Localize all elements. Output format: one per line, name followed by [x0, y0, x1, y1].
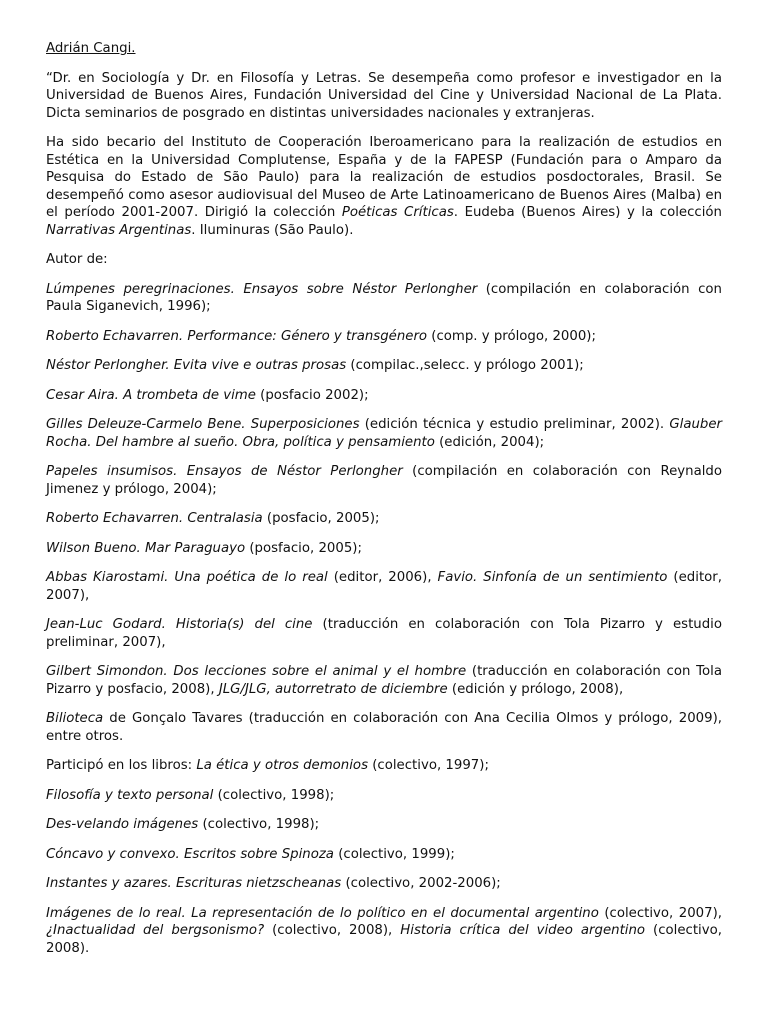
- work-entry: Roberto Echavarren. Performance: Género y transgénero (comp. y prólogo, 2000);: [46, 328, 596, 344]
- work-entry: Cesar Aira. A trombeta de vime (posfacio 2002);: [46, 387, 369, 403]
- bio-paragraph-1: “Dr. en Sociología y Dr. en Filosofía y Letras. Se desempeña como profesor e investigador en la Universidad de Buenos Aires, Fundación Universidad del Cine y Universidad Nacional de La Plata. Dicta seminarios de posgrado en distintas universidades nacionales y extranjeras.: [46, 70, 722, 121]
- colectivo-entry: Imágenes de lo real. La representación de lo político en el documental argentino (colectivo, 2007), ¿Inactualidad del bergsonismo? (colectivo, 2008), Historia crítica del video argentino (colectivo, 2008).: [46, 905, 722, 956]
- colectivo-entry: Cóncavo y convexo. Escritos sobre Spinoza (colectivo, 1999);: [46, 846, 455, 862]
- work-entry: Gilbert Simondon. Dos lecciones sobre el animal y el hombre (traducción en colaboración con Tola Pizarro y posfacio, 2008), JLG/JLG, autorretrato de diciembre (edición y prólogo, 2008),: [46, 664, 722, 697]
- participo-entry: Participó en los libros: La ética y otros demonios (colectivo, 1997);: [46, 758, 489, 773]
- work-entry: Bilioteca de Gonçalo Tavares (traducción en colaboración con Ana Cecilia Olmos y prólogo, 2009), entre otros.: [46, 711, 722, 744]
- work-entry: Néstor Perlongher. Evita vive e outras prosas (compilac.,selecc. y prólogo 2001);: [46, 358, 584, 373]
- work-entry: Gilles Deleuze-Carmelo Bene. Superposiciones (edición técnica y estudio preliminar, 2002). Glauber Rocha. Del hambre al sueño. Obra, política y pensamiento (edición, 2004);: [46, 417, 723, 450]
- colectivo-entry: Des-velando imágenes (colectivo, 1998);: [46, 817, 320, 832]
- author-name: [46, 40, 722, 58]
- autor-label: Autor de:: [46, 252, 108, 267]
- work-entry: Abbas Kiarostami. Una poética de lo real (editor, 2006), Favio. Sinfonía de un sentimiento (editor, 2007),: [46, 570, 722, 603]
- colectivo-entry: Instantes y azares. Escrituras nietzscheanas (colectivo, 2002-2006);: [46, 876, 501, 891]
- bio-paragraph-2: Ha sido becario del Instituto de Cooperación Iberoamericano para la realización de estudios en Estética en la Universidad Complutense, España y de la FAPESP (Fundación para o Amparo da Pesquisa do Estado de São Paulo) para la realización de estudios posdoctorales, Brasil. Se desempeñó como asesor audiovisual del Museo de Arte Latinoamericano de Buenos Aires (Malba) en el período 2001-2007. Dirigió la colección Poéticas Críticas. Eudeba (Buenos Aires) y la colección Narrativas Argentinas. Iluminuras (São Paulo).: [46, 135, 722, 238]
- work-entry: Lúmpenes peregrinaciones. Ensayos sobre Néstor Perlongher (compilación en colaboración con Paula Siganevich, 1996);: [46, 281, 722, 314]
- author-name-text: Adrián Cangi.: [46, 41, 136, 56]
- work-entry: Wilson Bueno. Mar Paraguayo (posfacio, 2005);: [46, 540, 362, 556]
- colectivo-entry: Filosofía y texto personal (colectivo, 1998);: [46, 787, 335, 803]
- work-entry: Papeles insumisos. Ensayos de Néstor Perlongher (compilación en colaboración con Reynaldo Jimenez y prólogo, 2004);: [46, 464, 722, 497]
- work-entry: Roberto Echavarren. Centralasia (posfacio, 2005);: [46, 511, 380, 526]
- work-entry: Jean-Luc Godard. Historia(s) del cine (traducción en colaboración con Tola Pizarro y estudio preliminar, 2007),: [46, 617, 722, 650]
